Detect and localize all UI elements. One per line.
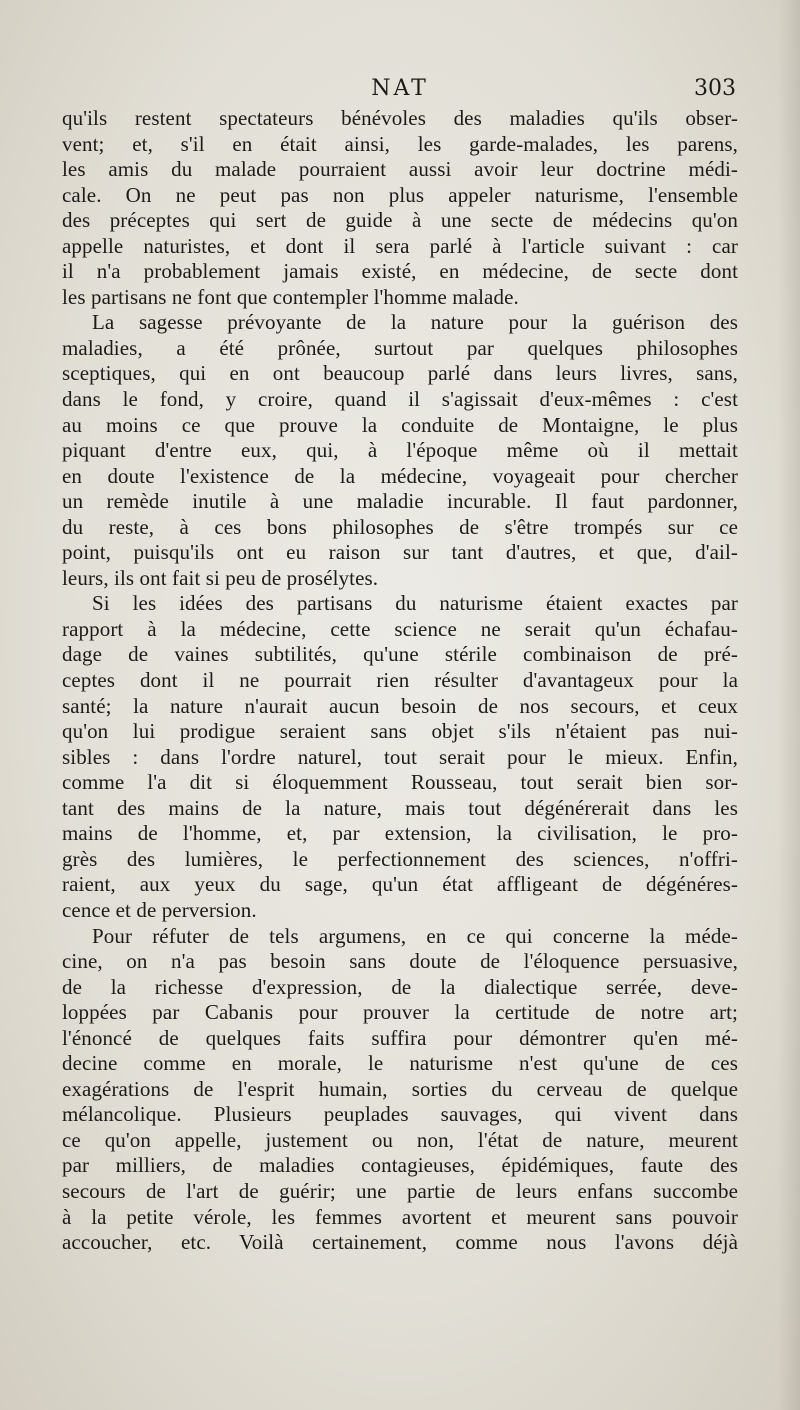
text-line: sibles : dans l'ordre naturel, tout serait pour le mieux. Enfin, [62, 744, 738, 769]
running-head [62, 74, 738, 108]
text-line: au moins ce que prouve la conduite de Montaigne, le plus [62, 412, 738, 437]
paragraph [62, 106, 738, 310]
text-line: Si les idées des partisans du naturisme étaient exactes par [92, 591, 738, 616]
text-line: point, puisqu'ils ont eu raison sur tant d'autres, et que, d'ail- [62, 540, 738, 565]
text-line: il n'a probablement jamais existé, en médecine, de secte dont [62, 259, 738, 284]
text-line: santé; la nature n'aurait aucun besoin de nos secours, et ceux [62, 693, 738, 718]
text-line: cence et de perversion. [62, 897, 257, 922]
page-edge-shadow [778, 0, 800, 1410]
text-line: leurs, ils ont fait si peu de prosélytes. [62, 565, 379, 590]
text-line: à la petite vérole, les femmes avortent et meurent sans pouvoir [62, 1204, 738, 1229]
text-line: Pour réfuter de tels argumens, en ce qui concerne la méde- [92, 923, 738, 948]
text-line: maladies, a été prônée, surtout par quelques philosophes [62, 335, 738, 360]
text-line: accoucher, etc. Voilà certainement, comme nous l'avons déjà [62, 1230, 738, 1255]
text-line: ceptes dont il ne pourrait rien résulter d'avantageux pour la [62, 668, 738, 693]
text-line: dans le fond, y croire, quand il s'agissait d'eux-mêmes : c'est [62, 387, 738, 412]
text-line: cale. On ne peut pas non plus appeler naturisme, l'ensemble [62, 182, 738, 207]
text-line: mélancolique. Plusieurs peuplades sauvages, qui vivent dans [62, 1102, 738, 1127]
text-line: mains de l'homme, et, par extension, la civilisation, le pro- [62, 821, 738, 846]
text-line: les amis du malade pourraient aussi avoir leur doctrine médi- [62, 157, 738, 182]
text-line: l'énoncé de quelques faits suffira pour démontrer qu'en mé- [62, 1025, 738, 1050]
text-line: ce qu'on appelle, justement ou non, l'état de nature, meurent [62, 1127, 738, 1152]
running-head-title: NAT [371, 76, 429, 101]
text-line: decine comme en morale, le naturisme n'est qu'une de ces [62, 1051, 738, 1076]
text-line: rapport à la médecine, cette science ne serait qu'un échafau- [62, 616, 738, 641]
body-text [62, 106, 738, 1256]
text-line: tant des mains de la nature, mais tout dégénérerait dans les [62, 795, 738, 820]
text-line: exagérations de l'esprit humain, sorties du cerveau de quelque [62, 1076, 738, 1101]
text-line: grès des lumières, le perfectionnement des sciences, n'offri- [62, 846, 738, 871]
text-line: dage de vaines subtilités, qu'une stérile combinaison de pré- [62, 642, 738, 667]
text-line: appelle naturistes, et dont il sera parlé à l'article suivant : car [62, 233, 738, 258]
paragraph [62, 924, 738, 1256]
text-line: un remède inutile à une maladie incurable. Il faut pardonner, [62, 489, 738, 514]
text-line: loppées par Cabanis pour prouver la certitude de notre art; [62, 1000, 738, 1025]
text-line: vent; et, s'il en était ainsi, les garde-malades, les parens, [62, 131, 738, 156]
paragraph [62, 591, 738, 923]
text-line: les partisans ne font que contempler l'homme malade. [62, 284, 519, 309]
text-line: du reste, à ces bons philosophes de s'être trompés sur ce [62, 514, 738, 539]
text-line: piquant d'entre eux, qui, à l'époque même où il mettait [62, 438, 738, 463]
text-line: qu'on lui prodigue seraient sans objet s'ils n'étaient pas nui- [62, 719, 738, 744]
text-line: par milliers, de maladies contagieuses, épidémiques, faute des [62, 1153, 738, 1178]
text-line: secours de l'art de guérir; une partie de leurs enfans succombe [62, 1178, 738, 1203]
text-line: La sagesse prévoyante de la nature pour la guérison des [92, 310, 738, 335]
page-number: 303 [694, 76, 736, 101]
paragraph [62, 310, 738, 591]
text-line: comme l'a dit si éloquemment Rousseau, tout serait bien sor- [62, 770, 738, 795]
text-line: sceptiques, qui en ont beaucoup parlé dans leurs livres, sans, [62, 361, 738, 386]
text-line: de la richesse d'expression, de la dialectique serrée, deve- [62, 974, 738, 999]
text-line: qu'ils restent spectateurs bénévoles des maladies qu'ils obser- [62, 106, 738, 130]
text-line: des préceptes qui sert de guide à une secte de médecins qu'on [62, 208, 738, 233]
text-line: raient, aux yeux du sage, qu'un état affligeant de dégénéres- [62, 872, 738, 897]
text-line: en doute l'existence de la médecine, voyageait pour chercher [62, 463, 738, 488]
text-line: cine, on n'a pas besoin sans doute de l'éloquence persuasive, [62, 949, 738, 974]
